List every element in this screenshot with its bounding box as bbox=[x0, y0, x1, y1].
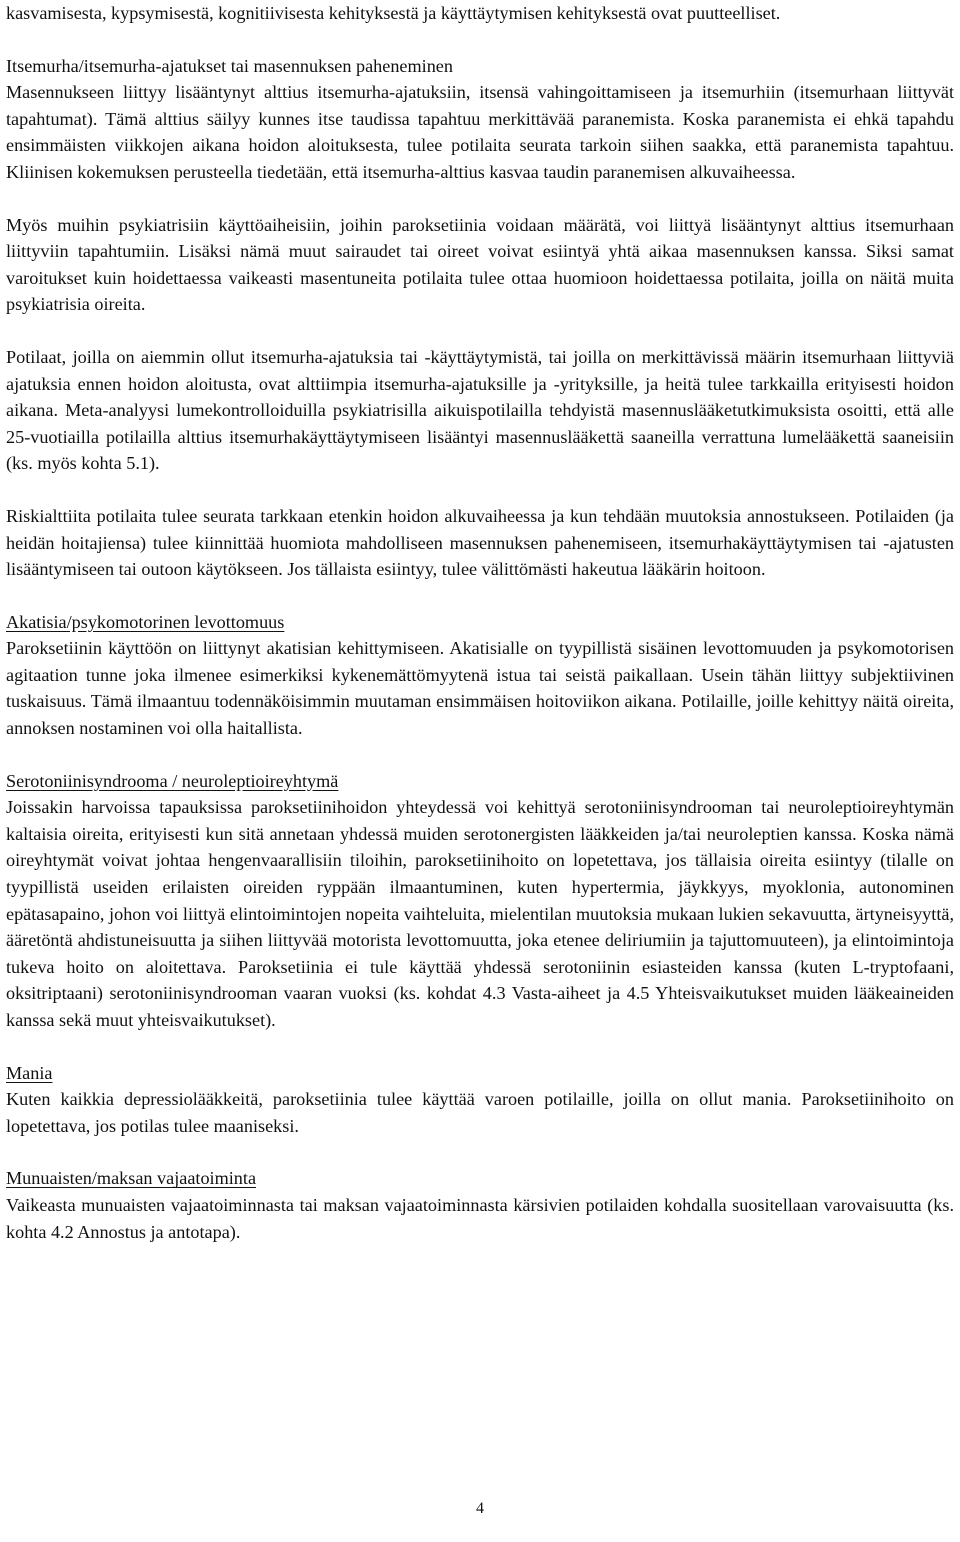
suicidality-paragraph-3: Potilaat, joilla on aiemmin ollut itsemurha-ajatuksia tai -käyttäytymistä, tai joilla on merkittävissä määrin itsemurhaan liittyviä ajatuksia ennen hoidon aloitusta, ovat alttiimpia itsemurha-ajatuksille ja -yrityksille, ja heitä tulee tarkkailla erityisesti hoidon aikana. Meta-analyysi lumekontrolloiduilla psykiatrisilla aikuispotilailla tehdyistä masennuslääketutkimuksista osoitti, että alle 25-vuotiailla potilailla alttius itsemurhakäyttäytymiseen lisääntyi masennuslääkettä saaneilla verrattuna lumelääkettä saaneisiin (ks. myös kohta 5.1). bbox=[6, 346, 954, 474]
paragraph-gap bbox=[6, 1139, 954, 1165]
section-heading-suicidality: Itsemurha/itsemurha-ajatukset tai masennuksen paheneminen bbox=[6, 55, 453, 76]
continuation-paragraph: kasvamisesta, kypsymisestä, kognitiivisesta kehityksestä ja käyttäytymisen kehityksestä ovat puutteelliset. bbox=[6, 3, 781, 23]
paragraph-gap bbox=[6, 318, 954, 344]
paragraph-gap bbox=[6, 742, 954, 768]
section-heading-renal-hepatic: Munuaisten/maksan vajaatoiminta bbox=[6, 1168, 257, 1189]
paragraph-gap bbox=[6, 1034, 954, 1060]
suicidality-paragraph-4: Riskialttiita potilaita tulee seurata tarkkaan etenkin hoidon alkuvaiheessa ja kun tehdään muutoksia annostukseen. Potilaiden (ja heidän hoitajiensa) tulee kiinnittää huomiota mahdolliseen masennuksen pahenemiseen, itsemurhakäyttäytymisen tai -ajatusten lisääntymiseen tai outoon käytökseen. Jos tällaista esiintyy, tulee välittömästi hakeutua lääkärin hoitoon. bbox=[6, 505, 954, 580]
section-heading-akathisia: Akatisia/psykomotorinen levottomuus bbox=[6, 611, 285, 632]
serotonin-syndrome-paragraph: Joissakin harvoissa tapauksissa paroksetiinihoidon yhteydessä voi kehittyä serotoniinisyndrooman tai neuroleptioireyhtymän kaltaisia oireita, erityisesti kun sitä annetaan yhdessä muiden serotonergisten lääkkeiden ja/tai neuroleptien kanssa. Koska nämä oireyhtymät voivat johtaa hengenvaarallisiin tiloihin, paroksetiinihoito on lopetettava, jos tällaisia oireita esiintyy (tilalle on tyypillistä useiden erilaisten oireiden ryppään ilmaantuminen, kuten hypertermia, jäykkyys, myoklonia, autonominen epätasapaino, johon voi liittyä elintoimintojen nopeita vaihteluita, mielentilan muutoksia mukaan lukien sekavuutta, ärtyneisyyttä, ääretöntä ahdistuneisuutta ja siihen liittyvää motorista levottomuutta, joka etenee deliriumiin ja tajuttomuuteen), ja elintoimintoja tukeva hoito on aloitettava. Paroksetiinia ei tule käyttää yhdessä serotoniinin esiasteiden kanssa (kuten L-tryptofaani, oksitriptaani) serotoniinisyndrooman vaaran vuoksi (ks. kohdat 4.3 Vasta-aiheet ja 4.5 Yhteisvaikutukset muiden lääkeaineiden kanssa sekä muut yhteisvaikutukset). bbox=[6, 797, 954, 1030]
suicidality-paragraph-2: Myös muihin psykiatrisiin käyttöaiheisiin, joihin paroksetiinia voidaan määrätä, voi liittyä lisääntynyt alttius itsemurhaan liittyviin tapahtumiin. Lisäksi nämä muut sairaudet tai oireet voivat esiintyä yhtä aikaa masennuksen kanssa. Siksi samat varoitukset kuin hoidettaessa vaikeasti masentuneita potilaita tulee ottaa huomioon hoidettaessa potilaita, joilla on näitä muita psykiatrisia oireita. bbox=[6, 214, 954, 315]
akathisia-paragraph: Paroksetiinin käyttöön on liittynyt akatisian kehittymiseen. Akatisialle on tyypillistä sisäinen levottomuuden ja psykomotorisen agitaation tunne joka ilmenee esimerkiksi kykenemättömyytenä istua tai seistä paikallaan. Usein tähän liittyy subjektiivinen tuskaisuus. Tämä ilmaantuu todennäköisimmin muutaman ensimmäisen hoitoviikon aikana. Potilaille, joille kehittyy näitä oireita, annoksen nostaminen voi olla haitallista. bbox=[6, 638, 954, 739]
paragraph-gap bbox=[6, 477, 954, 503]
section-heading-mania: Mania bbox=[6, 1062, 53, 1083]
suicidality-paragraph-1: Masennukseen liittyy lisääntynyt alttius itsemurha-ajatuksiin, itsensä vahingoittamiseen ja itsemurhiin (itsemurhaan liittyvät tapahtumat). Tämä alttius säilyy kunnes itse taudissa tapahtuu merkittävää paranemista. Koska paranemista ei ehkä tapahdu ensimmäisten viikkojen aikana hoidon aloituksesta, tulee potilaita seurata tarkoin siihen saakka, että paranemista tapahtuu. Kliinisen kokemuksen perusteella tiedetään, että itsemurha-alttius kasvaa taudin paranemisen alkuvaiheessa. bbox=[6, 82, 954, 182]
paragraph-gap bbox=[6, 27, 954, 53]
paragraph-gap bbox=[6, 583, 954, 609]
paragraph-gap bbox=[6, 186, 954, 212]
page-number: 4 bbox=[476, 1500, 484, 1517]
renal-hepatic-paragraph: Vaikeasta munuaisten vajaatoiminnasta tai maksan vajaatoiminnasta kärsivien potilaiden kohdalla suositellaan varovaisuutta (ks. kohta 4.2 Annostus ja antotapa). bbox=[6, 1194, 954, 1242]
mania-paragraph: Kuten kaikkia depressiolääkkeitä, paroksetiinia tulee käyttää varoen potilaille, joilla on ollut mania. Paroksetiinihoito on lopetettava, jos potilas tulee maaniseksi. bbox=[6, 1089, 954, 1136]
document-page bbox=[6, 0, 954, 1245]
section-heading-serotonin-syndrome: Serotoniinisyndrooma / neuroleptioireyhtymä bbox=[6, 770, 339, 791]
